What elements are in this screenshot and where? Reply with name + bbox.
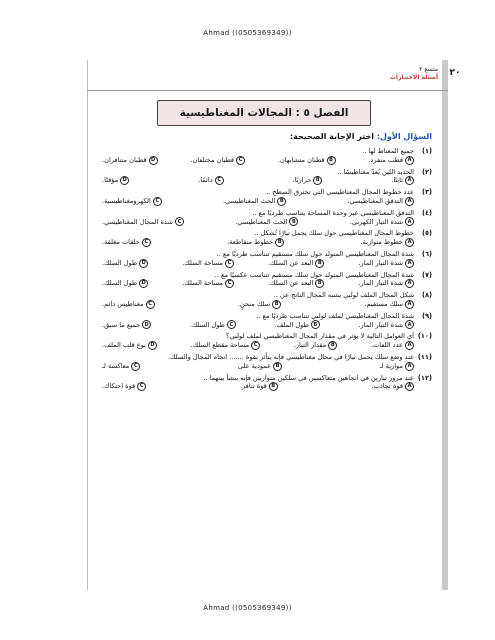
- question-item: [98, 271, 432, 289]
- option-letter-badge: C: [225, 259, 234, 268]
- question-line: [98, 147, 432, 156]
- page-number: ٢٠: [449, 68, 461, 78]
- option-text: قطبان مختلفان.: [190, 155, 235, 164]
- option-text: معاكسة لـ: [102, 361, 130, 370]
- answer-option[interactable]: [102, 197, 162, 206]
- option-text: مساحة السلك.: [182, 279, 223, 288]
- answer-option[interactable]: [102, 300, 155, 309]
- option-letter-badge: C: [215, 176, 224, 185]
- question-text: شدة المجال المغناطيسي المتولد حول سلك مستقيم تتناسب طرديًا مع ..: [216, 249, 414, 258]
- question-line: [98, 188, 432, 197]
- question-number: (٦): [421, 249, 432, 258]
- answer-options: [98, 341, 432, 350]
- author-header: Ahmad ((0505369349)): [203, 29, 292, 37]
- option-letter-badge: B: [311, 320, 320, 329]
- option-text: مؤقتًا.: [102, 176, 119, 185]
- question-text: عدد خطوط المجال المغناطيسي التي تخترق السطح ..: [266, 188, 414, 197]
- option-text: قطب منفرد.: [368, 155, 403, 164]
- question-number: (٤): [421, 208, 432, 217]
- answer-options: [98, 382, 432, 391]
- option-letter-badge: A: [405, 217, 414, 226]
- option-letter-badge: D: [120, 176, 129, 185]
- option-text: نوع قلب الملف.: [102, 341, 146, 350]
- option-letter-badge: C: [225, 279, 234, 288]
- option-letter-badge: A: [405, 238, 414, 247]
- option-letter-badge: B: [275, 238, 284, 247]
- answer-option[interactable]: [223, 197, 286, 206]
- question-line: [98, 271, 432, 280]
- option-text: طول السلك.: [189, 320, 225, 329]
- option-text: طول السلك.: [102, 279, 138, 288]
- answer-option[interactable]: [102, 320, 151, 329]
- page-edge-strip: [442, 60, 448, 590]
- option-text: قوة احتكاك.: [102, 382, 136, 391]
- question-number: (٨): [421, 291, 432, 300]
- option-letter-badge: B: [272, 300, 281, 309]
- option-letter-badge: C: [137, 382, 146, 391]
- question-line: [98, 291, 432, 300]
- answer-option[interactable]: [102, 259, 148, 268]
- option-letter-badge: B: [277, 197, 286, 206]
- option-letter-badge: D: [149, 156, 158, 165]
- page-tag: [358, 66, 438, 82]
- option-letter-badge: B: [289, 217, 298, 226]
- answer-options: [98, 197, 432, 206]
- header-rule: [87, 90, 448, 91]
- question-number: (٣): [421, 188, 432, 197]
- question-item: [98, 291, 432, 309]
- option-text: مقدار التيار.: [293, 341, 327, 350]
- question-line: [98, 250, 432, 259]
- option-text: سلك مستقيم.: [364, 299, 403, 308]
- answer-option[interactable]: [191, 341, 261, 350]
- question-item: [98, 312, 432, 330]
- option-text: قوة تنافر.: [239, 382, 267, 391]
- answer-option[interactable]: [102, 238, 151, 247]
- answer-option[interactable]: [268, 279, 324, 288]
- option-text: خطوط متقاطعة.: [227, 238, 274, 247]
- option-text: دائمًا.: [198, 176, 213, 185]
- option-text: قطبان متنافران.: [102, 155, 147, 164]
- answer-option[interactable]: [347, 197, 414, 206]
- option-text: جميع ما سبق.: [102, 320, 141, 329]
- author-footer: Ahmad ((0505369349)): [203, 604, 292, 612]
- question-text: شدة المجال المغناطيسي لملف لولبي تتناسب طرديًا مع ..: [256, 311, 414, 320]
- question-item: [98, 374, 432, 392]
- option-letter-badge: C: [175, 217, 184, 226]
- question-text: جميع المغناط لها ..: [362, 147, 414, 155]
- question-line: [98, 353, 432, 362]
- answer-options: [98, 259, 432, 268]
- answer-option[interactable]: [102, 362, 140, 371]
- option-letter-badge: B: [327, 156, 336, 165]
- answer-option[interactable]: [350, 217, 414, 226]
- question-text: أي العوامل التالية لا يؤثر في مقدار المجال المغناطيسي لملف لولبي؟: [226, 332, 414, 341]
- answer-option[interactable]: [268, 259, 324, 268]
- option-text: شدة المجال المغناطيسي.: [102, 217, 173, 226]
- option-text: ثابتًا.: [391, 176, 403, 185]
- option-text: شدة التيار المار.: [358, 279, 403, 288]
- answer-option[interactable]: [190, 320, 236, 329]
- option-text: مغناطيس دائم.: [102, 299, 144, 308]
- question-item: [98, 147, 432, 165]
- question-text: شدة المجال المغناطيسي المتولد حول سلك مستقيم تتناسب عكسيًا مع ..: [214, 270, 414, 279]
- answer-options: [98, 217, 432, 226]
- question-number: (١): [421, 147, 432, 155]
- option-text: الكهرومغناطيسية.: [102, 196, 151, 205]
- option-letter-badge: C: [146, 300, 155, 309]
- option-letter-badge: A: [405, 259, 414, 268]
- option-text: البعد عن السلك.: [268, 258, 314, 267]
- question-number: (٩): [421, 311, 432, 320]
- option-letter-badge: B: [315, 279, 324, 288]
- option-text: شدة التيار المار.: [358, 320, 403, 329]
- answer-option[interactable]: [102, 382, 146, 391]
- question-item: [98, 229, 432, 247]
- option-text: طول الملف.: [274, 320, 309, 329]
- question-item: [98, 332, 432, 350]
- option-text: قوة تجاذب.: [371, 382, 403, 391]
- option-text: قطبان متشابهان.: [277, 155, 325, 164]
- option-text: الحث المغناطيسي.: [235, 217, 288, 226]
- question-line: [98, 209, 432, 218]
- question-item: [98, 209, 432, 227]
- option-letter-badge: A: [405, 382, 414, 391]
- option-letter-badge: A: [405, 320, 414, 329]
- section-label: السؤال الأول:: [376, 132, 432, 141]
- answer-option[interactable]: [391, 176, 414, 185]
- option-letter-badge: C: [131, 362, 140, 371]
- answer-option[interactable]: [102, 341, 157, 350]
- option-text: شدة التيار الكهربي.: [349, 217, 403, 226]
- option-letter-badge: B: [315, 259, 324, 268]
- option-letter-badge: A: [405, 362, 414, 371]
- answer-options: [98, 362, 432, 371]
- option-letter-badge: B: [269, 382, 278, 391]
- answer-option[interactable]: [380, 362, 414, 371]
- option-letter-badge: D: [139, 279, 148, 288]
- section-instruction: اختر الإجابة الصحيحة:: [289, 132, 377, 141]
- answer-option[interactable]: [293, 176, 323, 185]
- option-text: الحث المغناطيسي.: [223, 196, 276, 205]
- answer-option[interactable]: [278, 156, 336, 165]
- answer-option[interactable]: [198, 176, 224, 185]
- option-text: موازية لـ: [379, 361, 403, 370]
- option-letter-badge: A: [405, 300, 414, 309]
- chapter-title: الفصل ٥ : المجالات المغناطيسية: [179, 107, 349, 119]
- answer-option[interactable]: [368, 156, 414, 165]
- question-line: [98, 332, 432, 341]
- answer-option[interactable]: [182, 279, 234, 288]
- option-letter-badge: C: [227, 320, 236, 329]
- option-letter-badge: D: [148, 341, 157, 350]
- question-item: [98, 188, 432, 206]
- option-letter-badge: C: [153, 197, 162, 206]
- answer-option[interactable]: [358, 259, 414, 268]
- option-text: عمودية على: [237, 361, 272, 370]
- option-letter-badge: A: [405, 156, 414, 165]
- question-text: التدفق المغناطيسي عبر وحدة المساحة يتناسب طرديًا مع ..: [252, 208, 414, 217]
- option-letter-badge: B: [313, 176, 322, 185]
- question-number: (١١): [417, 352, 432, 361]
- answer-options: [98, 300, 432, 309]
- question-item: [98, 250, 432, 268]
- option-letter-badge: D: [142, 320, 151, 329]
- answer-option[interactable]: [358, 279, 414, 288]
- section-title: [98, 133, 432, 147]
- option-text: سلك منحنٍ.: [237, 299, 271, 308]
- answer-option[interactable]: [102, 176, 129, 185]
- option-letter-badge: D: [139, 259, 148, 268]
- option-text: خطوط متوازية.: [360, 238, 403, 247]
- option-text: حراريًا.: [292, 176, 312, 185]
- option-text: حلقات مغلقة.: [102, 238, 140, 247]
- option-text: التدفق المغناطيسي.: [347, 196, 403, 205]
- answer-option[interactable]: [182, 259, 234, 268]
- question-line: [98, 168, 432, 177]
- option-letter-badge: A: [405, 176, 414, 185]
- answer-option[interactable]: [190, 156, 245, 165]
- question-number: (٢): [421, 167, 432, 176]
- answer-option[interactable]: [227, 238, 284, 247]
- option-letter-badge: B: [273, 362, 282, 371]
- option-text: عدد اللفات.: [370, 341, 403, 350]
- chapter-title-box: [157, 100, 371, 126]
- question-number: (٥): [421, 229, 432, 238]
- question-number: (١٠): [417, 332, 432, 341]
- page-tag-section: أسئلة الاختبارات: [389, 74, 438, 81]
- question-text: عند مرور تيارين في اتجاهين متعاكسين في سلكين متوازيين فإنه ينشأ بينهما ..: [203, 373, 414, 382]
- answer-option[interactable]: [235, 217, 298, 226]
- option-letter-badge: A: [405, 341, 414, 350]
- option-letter-badge: A: [405, 279, 414, 288]
- answer-option[interactable]: [240, 382, 278, 391]
- answer-option[interactable]: [358, 320, 414, 329]
- option-text: مساحة السلك.: [182, 258, 223, 267]
- answer-option[interactable]: [364, 300, 414, 309]
- answer-option[interactable]: [102, 156, 158, 165]
- answer-option[interactable]: [361, 238, 415, 247]
- answer-option[interactable]: [238, 300, 281, 309]
- option-letter-badge: C: [251, 341, 260, 350]
- option-text: البعد عن السلك.: [268, 279, 314, 288]
- page-tag-unit: متسع ٢: [419, 66, 438, 73]
- answer-options: [98, 320, 432, 329]
- option-letter-badge: C: [236, 156, 245, 165]
- option-text: شدة التيار المار.: [358, 258, 403, 267]
- answer-options: [98, 279, 432, 288]
- question-text: عند وضع سلك يحمل تيارًا في مجال مغناطيسي فإنه يتأثر بقوة ....... اتجاه المجال والسلك.: [168, 352, 414, 361]
- question-item: [98, 353, 432, 371]
- answer-option[interactable]: [275, 320, 320, 329]
- option-text: طول السلك.: [102, 258, 138, 267]
- answer-options: [98, 156, 432, 165]
- question-text: شكل المجال الملف لولبي يشبه المجال الناتج عن ..: [273, 291, 414, 300]
- question-text: خطوط المجال المغناطيسي حول سلك يحمل تيارًا تُشكل ..: [254, 229, 414, 238]
- question-item: [98, 168, 432, 186]
- question-line: [98, 229, 432, 238]
- answer-options: [98, 238, 432, 247]
- question-text: الحديد اللين يُعدّ مغناطيسًا ..: [337, 167, 414, 176]
- question-line: [98, 374, 432, 383]
- option-text: مساحة مقطع السلك.: [190, 341, 250, 350]
- option-letter-badge: B: [328, 341, 337, 350]
- question-number: (١٢): [417, 373, 432, 382]
- answer-option[interactable]: [102, 279, 148, 288]
- answer-option[interactable]: [294, 341, 338, 350]
- answer-option[interactable]: [372, 382, 414, 391]
- answer-option[interactable]: [102, 217, 184, 226]
- questions: [98, 147, 432, 391]
- answer-option[interactable]: [238, 362, 282, 371]
- question-line: [98, 312, 432, 321]
- answer-option[interactable]: [371, 341, 414, 350]
- option-letter-badge: C: [142, 238, 151, 247]
- question-list: [98, 133, 432, 394]
- option-letter-badge: A: [405, 197, 414, 206]
- answer-options: [98, 176, 432, 185]
- question-number: (٧): [421, 270, 432, 279]
